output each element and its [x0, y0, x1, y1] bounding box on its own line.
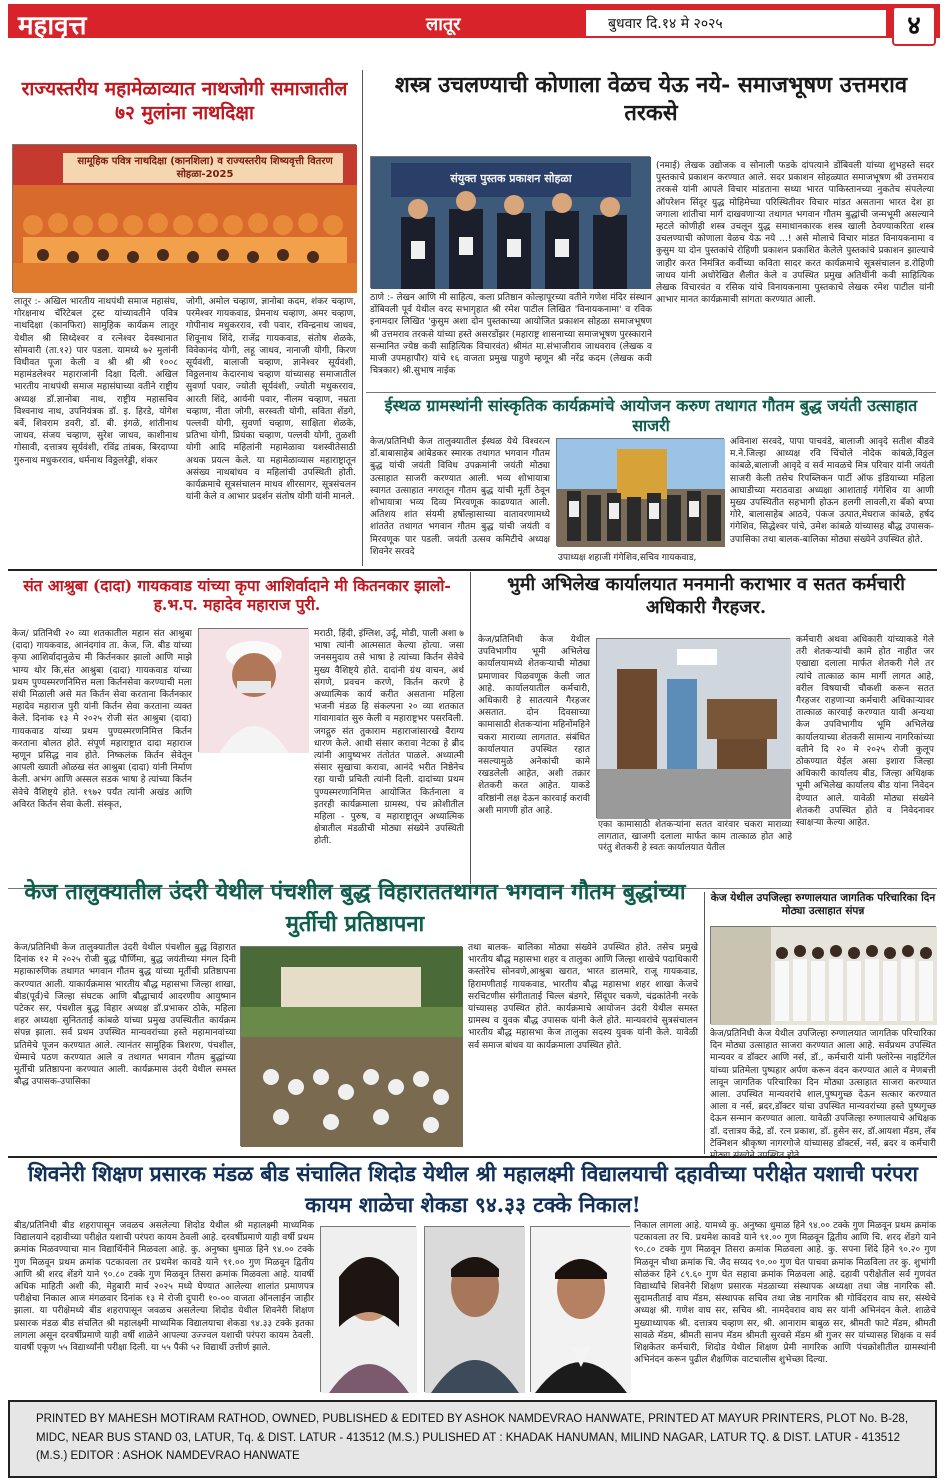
student-photo-3 — [530, 1226, 630, 1392]
story3-body-right: अविनाश सरवदे, पापा पाचवंडे, बालाजी आवृदे सतीश बीडवे म.ने.जिल्हा आध्यक्ष रवि चिंचोले नोदेक कांबळे,विठ्ठल कांबळे,बालाजी आवृदे व सर्व मावळचे मित्र परिवार यांनी जयंती साजरी केली तसेच रिपब्लिकन पार्टी ऑफ इंडियाच्या महिला आघाडीच्या मराठवाडा अध्यक्षा आशाताई गंगेशिव या आणी मुख्य उपस्थितीत सहभागी होऊन हलगी लावली,रा बँको बप्पा गोरे, बालासाहेब आठवे, पंकज उत्पात,मेघराज कांबळे, हर्षद गंगेशिव, सिद्धेश्वर पांचे, उमेश कांबळे यांच्यासह बौद्ध उपासक- उपासिका तथा बालक-बालिका मोठ्या संख्येने उपस्थित होते. — [730, 437, 934, 545]
student-photo-2-image — [425, 1227, 525, 1393]
story6-body-mid: तथा बालक- बालिका मोठ्या संख्येने उपस्थित होते. तसेच प्रमुखे भारतीय बौद्ध महासभा शहर व तालुका आणि जिल्हा शाखेचे पदाधिकारी कस्तोरेच सोनवणे,आश्रुबा खरात, भारत डालमारे, राजू गायकवाड, हिरामणीताई गायकवाड, भारतीय बौद्ध महासभा शहर शाखा केजचे सरचिटणीस संगीताताई चिल्ल बंडगरे, सिंदूपर चकणे, चंद्रकांतेनी नरके यांच्यासह उपस्थित होते. कार्यक्रमाचे आयोजन उंदरी येथील समस्त ग्रामस्थ व युवक बौद्ध उपासक यांनी केले होते. मान्यवरांचे सुत्रसंचालन भारतीय बौद्ध महासभा केज तालुका सदस्य युवक यांनी केले. यावेळी सर्व समाज बांधव या कार्यक्रमाला उपस्थित होते. — [468, 943, 698, 1051]
story4-headline: संत आश्रुबा (दादा) गायकवाड यांच्या कृपा आशिर्वादाने मी कितनकार झालो-ह.भ.प. महादेव महाराज पुरी. — [23, 576, 451, 615]
story4-portrait-image — [199, 629, 309, 753]
story7-body: केज/प्रतिनिधी केज येथील उपजिल्हा रुग्णालयात जागतिक परिचारिका दिन मोठ्या उत्साहात साजरा करण्यात आला आहे. सर्वप्रथम उपस्थित मान्यवर व डॉक्टर आणि नर्स, डॉ., कर्मचारी यांनी फ्लोरेन्स नाइटिंगेल यांच्या प्रतिमेला पुष्पहार अर्पण करून वंदन करण्यात आले व मेणबत्ती लावून जागतिक परिचारिका दिन मोठ्या उत्साहात साजरा करण्यात आला. उपस्थित मान्यवरांचे शाल,पुष्पगुच्छ देऊन सत्कार करण्यात आला व नर्स, ब्रदर,डॉक्टर यांचा उपस्थित मान्यवरांच्या हस्ते पुष्पगुच्छ देऊन सन्मान करण्यात आला. यावेळी उपजिल्हा रुग्णालयाचे अधिक्षक डॉ. दत्तात्रय केंद्रे, डॉ. रत्न प्रकाश, डॉ. हुसेन सर, डॉ.आयशा मॅडम, लॅब टेक्निशन श्रीकृष्ण नागरगोजे यांच्यासह डॉक्टर्स, नर्स, ब्रदर व कर्मचारी — [710, 1029, 936, 1149]
story1-headline: राज्यस्तरीय महामेळाव्यात नाथजोगी समाजातील ७२ मुलांना नाथदिक्षा — [21, 78, 348, 124]
story7-headline: केज येथील उपजिल्हा रुग्णालयात जागतिक परिचारिका दिन मोठ्या उत्साहात संपन्न — [710, 892, 936, 918]
story3-headline: ईस्थळ ग्रामस्थांनी सांस्कृतिक कार्यक्रमांचे आयोजन करुण तथागत गौतम बुद्ध जयंती उत्साहात साजरी — [384, 396, 918, 435]
column-divider — [470, 572, 471, 884]
story1-photo — [12, 144, 356, 292]
newspaper-title: महावृत्त — [18, 11, 87, 41]
story5-photo — [596, 638, 790, 818]
section-divider — [366, 392, 936, 393]
story2-body-right: (नमाई) लेखक उद्योजक व सोनाली फडके दांपत्याने डोंबिवली यांच्या शुभहस्ते सदर पुस्तकाचे प्रकाशन करण्यात आले. सदर प्रकाशन सोहळ्यात समाजभूषण श्री उत्तमराव तरकसे यांनी आपले विचार मांडताना सध्या भारत पाकिस्तानच्या नुकतेच संपलेल्या ऑपरेशन सिंदूर युद्ध मोहिमेच्या परिस्थितीवर विचार मांडत असताना भारत देश हा जगाला शांतीचा मार्ग दाखवणाऱ्या तथागत भगवान गौतम बुद्धांची जन्मभूमी असल्याने म्हटले कोणीही शस्त्र उचलून युद्ध समाधानकारक शस्त्र खाली ठेवण्याकरिता शस्त्र उचलण्याची कोणाला वेळच येऊ नये ...! असे मोलाचे विचार मांडत विनायकनामा व कुसुम या दोन पुस्तकांचे रोहिणी प्रकाशन प्रकाशित केलेले पुस्तकांचे प्रकाशन झाल्याचे जाहीर करत निमंत्रित कवींच्या कविता सादर करत कार्यक्रमाचे सूत्रसंचालन ड.रोहिणी जाधव यांनी अधोरेखित शैलीत केले व उपस्थित प्रमुख अतिथींनी कवी साहित्यिक लेखक विचारवंत व रसिक यांचे विनायकनामा पुस्तकाचे लेखक रमेश पाटील यांनी आभार मानत कार्यक्रमाची सांगता करण्यात आली. — [656, 161, 934, 306]
story8-body-left: बीड/प्रतिनिधी बीड शहरापासून जवळच असलेल्या शिदोड येथील श्री महालक्ष्मी माध्यमिक विद्यालयाने दहावीच्या परीक्षेत यशाची परंपरा कायम ठेवली आहे. दरवर्षीप्रमाणे याही वर्षी प्रथम क्रमांक मिळवण्याचा मान विद्यार्थिनीने मिळवला आहे. कु. अनुष्का धुमाळ हिने ९४.०० टक्के गुण मिळवून प्रथम क्रमांक पटकावला तर प्रथमेश कावडे याने ९१.०० गुण मिळवून द्वितीय आणि श्री शरद शेंडगे याने ९०.८० टक्के गुण मिळवून तिसरा क्रमांक मिळवला आहे. यावर्षी अधिक माहिती अशी की, मेहुबारी मार्च २०२५ मध्ये घेण्यात आलेल्या शालांत प्रमाणपत्र परीक्षेचा निकाल आज मंगळवार दिनांक १३ मे रोजी दुपारी १०-०० वाजता ऑनलाईन जाहीर झाला. या परीक्षेमध्ये बीड शहरापासून जवळच असलेल्या शिदोड येथील शिवनेरी शिक्षण प्रसारक मंडळ बीड संचलित श्री महालक्ष्मी माध्यमिक विद्यालयाचा शेकडा ९४.३३ टक्के इतका लागला असून दरवर्षीप्रमाणे याही वर्षी शाळेने आपल्या उज्ज्वल यशाची परंपरा कायम ठेवली. यावर्षी एकूण ५५ विद्यार्थ्यांनी परीक्षा दिली. या ५५ पैकी ५२ विद्यार्थी उत्तीर्ण झाले. — [14, 1221, 314, 1354]
student-photo-1 — [320, 1226, 416, 1392]
story6-photo-image — [241, 947, 463, 1147]
story6-body-left: केज/प्रतिनिधी केज तालुक्यातील उंदरी येथील पंचशील बुद्ध विहारात दिनांक १२ मे २०२५ रोजी बुद्ध पौर्णिमा, बुद्ध जयंतीच्या मंगल दिनी महाकारुणिक तथागत भगवान गौतम बुद्ध यांच्या मूर्तीची प्रतिष्ठापना करण्यात आली. याकार्यक्रमास भारतीय बौद्ध महासभा जिल्हा शाखा, बीड(पूर्व)चे जिल्हा संघटक आणि बौद्धाचार्य आदरणीय आयुष्मान पटेकर सर, पंचशील बुद्ध विहार अध्यक्ष डॉ.प्रभाकर ठोके, महिला शहर अध्यक्षा सुनितताई कांबळे यांच्या प्रमुख उपस्थितीत कार्यक्रम संपन्न झाला. सर्व प्रथम उपस्थित मान्यवरांच्या हस्ते महामानवांच्या प्रतिमेचे पूजन करण्यात आले. त्यानंतर सामुहिक त्रिशरण, पंचशील, धेम्माचे पठण करण्यात आले व तथागत भगवान गौतम बुद्धांच्या मूर्तीची प्रतिष्ठापना करण्यात आली. कार्यक्रमास उंदरी येथील समस्त बौद्ध उपासक-उपासिका — [14, 943, 236, 1088]
masthead — [8, 4, 940, 50]
story3-body-left: केज/प्रतिनिधी केज तालुक्यातील ईस्थळ येथे विश्वरत्न डॉ.बाबासाहेब आंबेडकर स्मारक तथागत भगवान गौतम बुद्ध यांची जयंती विविध उपक्रमांनी जयंती मोठ्या उत्साहात साजरी करण्यात आली. भव्य शोभायात्रा स्वागत उत्साहात नगरातून गौतम बुद्ध यांची मूर्ती ठेवून शोभायात्रा भव्य दिव्य मिरवणूक काढण्यात आली. अतिशय शांत संयमी हर्षोल्हासाच्या वातावरणामध्ये शांततेत तथागत भगवान गौतम बुद्ध यांची जयंती व मिरवणूक पार पडली. जयंती उत्सव कमिटीचे अध्यक्ष शिवनेर सरवदे — [370, 437, 550, 557]
column-divider — [362, 70, 363, 566]
story2-photo-banner: संयुक्त पुस्तक प्रकाशन सोहळा — [450, 172, 572, 185]
story3-photo-image — [557, 439, 725, 547]
section-divider-thick — [8, 569, 937, 571]
story1-photo-banner: सामूहिक पवित्र नाथदिक्षा (कानशिला) व राज्यस्तरीय शिष्यवृत्ती वितरण सोहळा-2025 — [77, 156, 333, 180]
edition-city: लातूर — [426, 14, 461, 35]
story3-photo — [556, 438, 724, 546]
story2-photo — [370, 156, 650, 288]
edition-date: बुधवार दि.१४ मे २०२५ — [608, 16, 723, 32]
story8-body-right: निकाल लागला आहे. यामध्ये कु. अनुष्का धुमाळ हिने ९४.०० टक्के गुण मिळवून प्रथम क्रमांक पटकावला तर चि. प्रथमेश कावडे याने ९१.०० गुण मिळवून द्वितीय आणि चि. शरद शेंडगे याने ९०.८० टक्के गुण मिळवून तिसरा क्रमांक मिळवला आहे. कु. सपना शिंदे हिने ९०.२० गुण मिळवून चौथा क्रमांक चि. जैद सय्यद ९०.०० गुण घेत पाचवा क्रमांक मिळविला तर कु. शुभांगी सोळंकर हिने ८९.६० गुण घेत सहावा क्रमांक मिळवला आहे. दहावी परीक्षेतील सर्व गुणवंत विद्यार्थ्यांचे शिवनेरी शिक्षण प्रसारक मंडळाच्या संस्थापक अध्यक्षा तथा जेष्ठ नागरिक सौ. सुदामतीताई वाघ मॅडम, संस्थापक सचिव तथा जेष्ठ नागरिक श्री गोविंदराव वाघ सर, संस्थेचे अध्यक्ष श्री. गणेश वाघ सर, सचिव श्री. नामदेवराव वाघ सर यांनी अभिनंदन केले. शाळेचे मुख्याध्यापक श्री. दत्तात्रय चव्हाण सर, श्री. आनाराम बाबुळ सर, श्रीमती फाटे मॅडम, श्रीमती सावळे मॅडम, श्रीमती सानप मॅडम श्रीमती सुरवसे मॅडम श्री गुजर सर यांच्यासह शिक्षक व सर्व शिक्षकेतर कर्मचारी, शिदोड येथील शिक्षण प्रेमी नागरिक आणि पंचक्रोशीतील ग्रामस्थांनी अभिनंदन करून पुढील शैक्षणिक वाटचालीस शुभेच्छा दिल्या. — [634, 1221, 936, 1366]
student-photo-3-image — [531, 1227, 631, 1393]
story4-portrait — [198, 628, 308, 752]
story5-body-right: कर्मचारी अथवा अधिकारी यांच्याकडे गेले तरी शेतकऱ्यांची कामे होत नाहीत जर एखाद्या दलाला मार्फत शेतकरी गेले तर त्यांचे तात्काळ काम मार्गी लागत आहे, वरील विषयाची चौकशी करून सतत गैरहजर राहणाऱ्या कर्मचारी अधिकाऱ्यावर तात्काळ कारवाई करण्यात यावी अन्यथा केज उपविभागीय भूमि अभिलेख कार्यालयाच्या शेतकरी सामान्य नागरिकांच्या वतीने दि २० मे २०२५ रोजी कुलूप ठोकण्यात येईल असा इशारा जिल्हा अधिकारी कार्यालय बीड, जिल्हा अधिक्षक भूमी अभिलेख कार्यालय बीड यांना निवेदन देण्यात आले. यावेळी मोठ्या संख्येने शेतकरी उपस्थित होते व निवेदनावर स्वाक्षऱ्या केल्या आहेत. — [796, 635, 934, 829]
student-photo-1-image — [321, 1227, 417, 1393]
story8-headline: शिवनेरी शिक्षण प्रसारक मंडळ बीड संचालित शिदोड येथील श्री महालक्ष्मी विद्यालयाची दहावीच्या परीक्षेत यशाची परंपरा कायम शाळेचा शेकडा ९४.३३ टक्के निकाल! — [28, 1161, 918, 1217]
story4-body-col1: केज/ प्रतिनिधी २० व्या शतकातील महान संत आश्रुबा (दादा) गायकवाड, आनंदगांव ता. केज, जि. बीड यांच्या कृपा आशिर्वादानुळेच मी किर्तनकार झालो आणि माझे भाग्य थोर कि,संत आश्रुबा (दादा) गायकवाड यांच्या प्रथम पुण्यस्मरणनिमित्त मला किर्तनसेवा करण्याची मला संधी मिळाली असे मत किर्तन सेवा करताना किर्तनकार महादेव महाराज पुरी यांनी किर्तन सेवा करताना व्यक्त केले. दिनांक १३ मे २०२५ रोजी संत आश्रुबा (दादा) गायकवाड यांच्या प्रथम पुण्यस्मरणनिमित्त किर्तन करताना बोलत होते. संपूर्ण महाराष्ट्रात दादा महाराज म्हणून प्रसिद्ध नाव होते. निष्कलंक किर्तन सेवेतून आपली ख्याती ओळख संत आश्रुबा (दादा) यांनी निर्माण केली. अभंग आणि अस्सल सडक भाषा हे त्यांच्या किर्तन सेवेचे वैशिष्ट्ये होते. १९७२ पर्यंत त्यांनी अखंड आणि अविरत किर्तन सेवा केली. संस्कृत, — [12, 629, 192, 810]
story2-headline: शस्त्र उचलण्याची कोणाला वेळच येऊ नये- समाजभूषण उत्तमराव तरकसे — [394, 72, 908, 126]
story7-photo — [710, 926, 936, 1024]
story4-body-col2: मराठी, हिंदी, इंग्लिश, उर्दू, मोडी, पाली अशा ७ भाषा त्यांनी आत्मसात केल्या होत्या. जसा जनसमुदाय तसे भाषा हे त्यांच्या किर्तन सेवेचे मुख्य वैशिष्ट्ये होते. दादांनी ग्रंथ वाचन, अर्थ संगणे, प्रवचन करणे, किर्तन करणे हे अध्यात्मिक कार्य करीत असताना महिला भजनी मंडळ हि संकल्पना २० व्या शतकात गांवागावांत सुरु केली व महाराष्ट्रभर पसरविली. जगद्गुरु संत तुकाराम महाराजांसारखे वैराग्य धारण केले. आधी संसार करावा नेटका हे ब्रीद त्यांनी आयुष्यभर तंतोतंत पाळले. अध्यात्मी संसार सुखाचा करावा, आनंदे भरीत निष्ठेनेच रहा याची प्रचिती त्यांनी दिली. दादांच्या प्रथम पुण्यस्मरणानिमित्त आयोजित किर्तनाला व इतरही कार्यक्रमाला ग्रामस्थ, पंच क्रोशीतील महिला - पुरुष, व महाराष्ट्रातून अध्यात्मिक क्षेत्रातील मंडळीची मोठ्या संख्येने उपस्थिती होती. — [314, 629, 464, 847]
column-divider — [704, 892, 705, 1154]
story7-photo-image — [711, 927, 937, 1025]
story5-photo-caption: एका कामासाठी शेतकऱ्यांना सतत वारंवार चकरा माराव्या लागतात, खाजगी दलाला मार्फत काम तात्काळ होत आहे परंतु शेतकरी हे स्वतः कार्यालयात येतील — [598, 820, 792, 853]
story5-body-left: केज/प्रतिनिधी केज येथील उपविभागीय भूमी अभिलेख कार्यालयामध्ये शेतकऱ्याची मोठ्या प्रमाणावर पिळवणूक केली जात आहे. कार्यालयातील कर्मचारी, अधिकारी हे सातत्याने गैरहजर असतात. दोन दिवसाच्या कामासाठी शेतकऱ्यांना महिनोंमहिने चकरा माराव्या लागतात. संबंधित कार्यालयात उपस्थित रहात नसल्यामुळे अनेकांची कामे रखडलेली आहेत, अशी तक्रार शेतकरी करत आहेत. याकडे वरिष्ठांनी लक्ष देऊन कारवाई करावी अशी मागणी होत आहे. — [478, 635, 590, 816]
story6-photo — [240, 946, 462, 1146]
story5-headline: भुमी अभिलेख कार्यालयात मनमानी कराभार व सतत कर्मचारी अधिकारी गैरहजर. — [507, 574, 905, 618]
story5-photo-image — [597, 639, 791, 819]
story1-body-col1: लातूर :- अखिल भारतीय नाथपंथी समाज महासंघ, गोरक्षनाथ चॅरिटेबल ट्रस्ट यांच्यावतीने पवित्र नाथदिक्षा (कानफिरा) सामुहिक कार्यक्रम लातूर येथील श्री सिध्देश्वर व रत्नेश्वर देवस्थानात सोमवारी (ता.१२) पार पडला. यामध्ये ७२ मुलांनी विधीवत पूजा केली व श्री श्री श्री १००८ महामंडलेश्वर महाराजांनी दिक्षा दिली. अखिल भारतीय नाथपंथी समाज महासंघाच्या वतीने राष्ट्रीय अध्यक्ष डॉ.ज्ञानोबा नाथ, राष्ट्रीय महासचिव विश्वनाथ नाथ, उपनियंत्रक डॉ. इ. हिरडे, योगेश बर्वे, शिवराम डवरी, डॉ. बी. इंगळे, शांतीनाथ जाधव, संजय चव्हाण, सुरेश जाधव, काशीनाथ गोसावी, दत्तात्रय सूर्यवंशी, रविंद्र तांबक, बिरदाप्पा गुरुनाथ मधुकरराव, धर्मनाथ विठ्ठलरेड्डी, शंकर — [14, 297, 178, 466]
page-number: ४ — [892, 6, 936, 46]
story2-body-main: ठाणे :- लेखन आणि मी साहित्य, कला प्रतिष्ठान कोल्हापूरच्या वतीने गणेश मंदिर संस्थान डोंबिवली पूर्व येथील वरद सभागृहात श्री रमेश पाटील लिखित 'विनायकनामा' व रविक इनामदार लिखित 'कुसुम अशा दोन पुस्तकाच्या आयोजित प्रकाशन सोहळा समाजभूषण श्री उत्तमराव तरकसे यांच्या हस्ते असरडोंझर (महाराष्ट्र शासनाच्या समाजभूषण पुरस्काराने सन्मानित ज्येष्ठ कवी साहित्यिक विचारवंत) श्रीमंत मा.संभाजीराव जाधवराव (लेखक व माजी उपमहापौर) यांचे १६ वाजता प्रमुख पाहुणे म्हणून श्री नरेंद्र कदम (लेखक कवी चित्रकार) श्री.सुभाष नाईक — [370, 293, 652, 377]
imprint-footer — [8, 1400, 937, 1478]
story6-headline: केज तालुक्यातील उंदरी येथील पंचशील बुद्ध विहाराततथागत भगवान गौतम बुद्धांच्या मुर्तीची प्रतिष्ठापना — [24, 879, 686, 937]
story3-photo-caption: उपाध्यक्ष शहाजी गंगेशिव,सचिव गायकवाड, — [558, 553, 697, 563]
story1-body-col2: जोगी, अमोल चव्हाण, ज्ञानोबा कदम, शंकर चव्हाण, परमेश्वर गायकवाड, प्रेमनाथ चव्हाण, अमर चव्हाण, गोपीनाथ मधुकरराव, रवी पवार, रविन्द्रनाथ जाधव, शिवूनाथ शिंदे, राजेंद्र गायकवाड, संतोष शेळके, विवेकानंद योगी, लहू जाधव, नानाजी योगी, किरण सूर्यवंशी, बालाजी चव्हाण, ज्ञानेश्वर सूर्यवंशी, विठ्ठलनाथ केदारनाथ चव्हाण यांच्यासह समाजातील सुवर्णा पवार, ज्योती सूर्यवंशी, ज्योती मधुकरराव, आरती शिंदे, आर्यनी पवार, नीलम चव्हाण, नम्रता चव्हाण, नीता जोगी, सरस्वती योगी, सविता शेंडगे, पल्लवी योगी, सुवर्णा चव्हाण, साक्षिता शेळके, प्रतिभा योगी, प्रियंका चव्हाण, पल्लवी योगी, तुळशी योगी आदि महिलांनी महामेळावा यशस्वीतेसाठी अथक प्रयत्न केले. या महामेळाव्यास महाराष्ट्रातून असंख्य नाथबांधव व महिलांची उपस्थिती होती. कार्यक्रमाचे सूत्रसंचालन माधव शीरसागर, सूत्रसंचलन यांनी केले व आभार प्रदर्शन संतोष योगी यांनी मानले. — [186, 297, 356, 503]
imprint-text: PRINTED BY MAHESH MOTIRAM RATHOD, OWNED, PUBLISHED & EDITED BY ASHOK NAMDEVRAO HANWATE, PRINTED AT MAYUR PRINTERS, PLOT No. B-28, MIDC, NEAR BUS STAND 03, LATUR, Tq. & DIST. LATUR - 413512 (M.S.) PULISHED AT : KHADAK HANUMAN, MILIND NAGAR, LATUR TQ. & DIST. LATUR - 413512 (M.S.) EDITOR : ASHOK NAMDEVRAO HANWATE — [36, 1413, 909, 1462]
student-photo-2 — [424, 1226, 524, 1392]
